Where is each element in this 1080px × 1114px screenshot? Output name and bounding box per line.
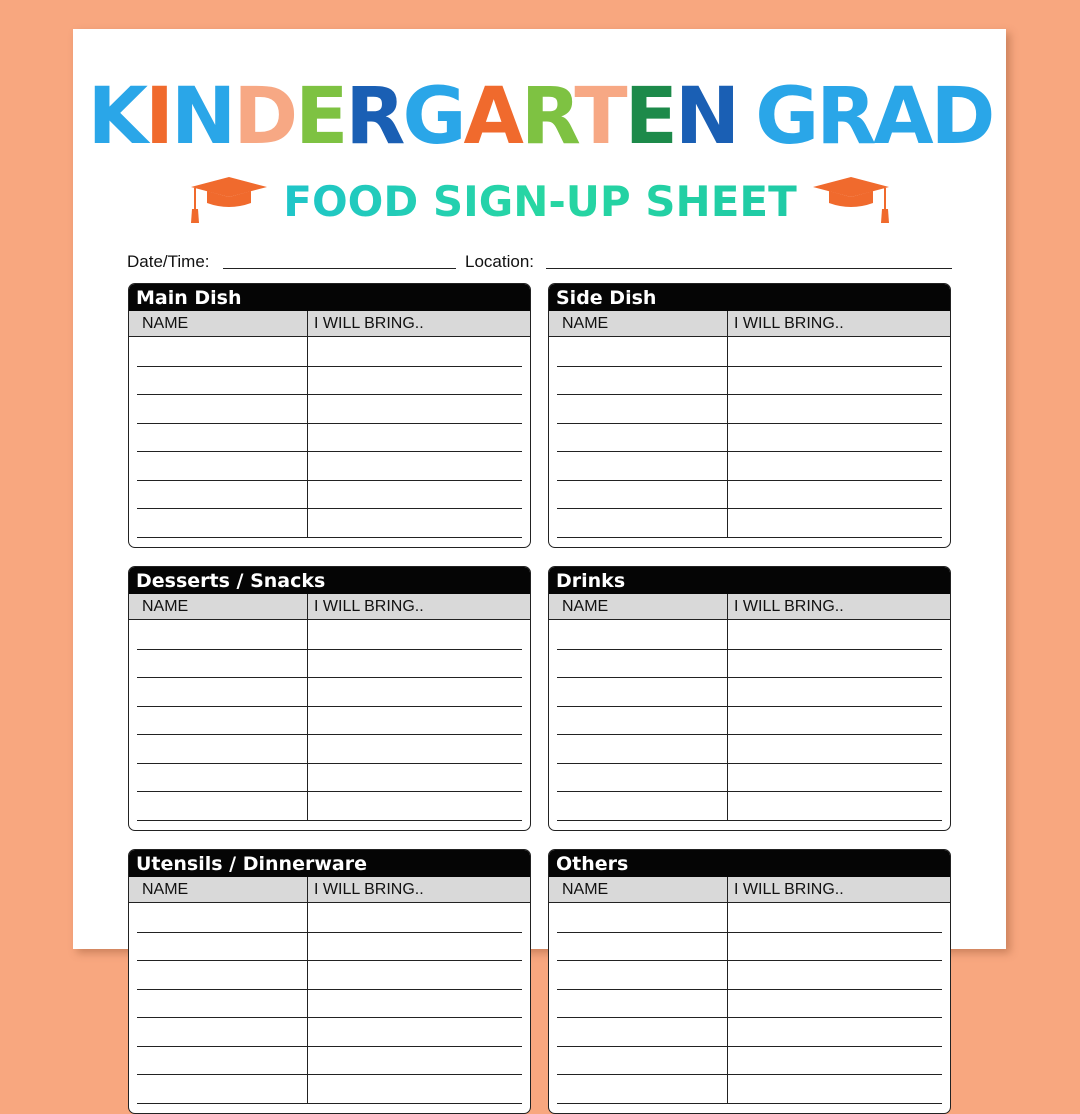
column-divider [727, 877, 728, 902]
table-row[interactable] [557, 706, 942, 707]
title-letter: G [402, 72, 464, 162]
column-divider [727, 594, 728, 619]
table-title: Others [549, 850, 950, 877]
table-drinks [548, 566, 951, 831]
table-row[interactable] [137, 734, 522, 735]
title-letter: E [295, 72, 346, 162]
column-header-row [549, 311, 950, 337]
subtitle: FOOD SIGN-UP SHEET [283, 176, 797, 226]
graduation-cap-icon [811, 175, 891, 227]
title-letter: D [930, 72, 993, 162]
table-row[interactable] [137, 820, 522, 821]
column-divider [307, 877, 308, 902]
table-title: Drinks [549, 567, 950, 594]
table-row[interactable] [557, 677, 942, 678]
table-row[interactable] [137, 932, 522, 933]
column-divider [727, 903, 728, 1103]
title-letter: N [171, 72, 234, 162]
table-row[interactable] [557, 537, 942, 538]
table-row[interactable] [137, 649, 522, 650]
table-row[interactable] [557, 394, 942, 395]
title-letter: K [87, 72, 146, 162]
column-divider [307, 311, 308, 336]
table-row[interactable] [137, 960, 522, 961]
column-header-item: I WILL BRING.. [314, 315, 424, 332]
column-header-name: NAME [562, 881, 609, 898]
table-row[interactable] [557, 960, 942, 961]
table-row[interactable] [137, 451, 522, 452]
title-letter: N [674, 72, 738, 162]
column-header-item: I WILL BRING.. [314, 598, 424, 615]
column-header-name: NAME [562, 315, 609, 332]
column-header-name: NAME [142, 881, 189, 898]
table-row[interactable] [557, 649, 942, 650]
table-row[interactable] [557, 423, 942, 424]
table-row[interactable] [137, 1074, 522, 1075]
table-main-dish [128, 283, 531, 548]
column-header-item: I WILL BRING.. [734, 881, 844, 898]
table-row[interactable] [137, 677, 522, 678]
table-row[interactable] [557, 1074, 942, 1075]
title-letter: D [233, 72, 296, 162]
table-row[interactable] [557, 932, 942, 933]
column-header-item: I WILL BRING.. [314, 881, 424, 898]
graduation-cap-icon [189, 175, 269, 227]
table-row[interactable] [557, 734, 942, 735]
table-utensils-dinnerware [128, 849, 531, 1114]
table-body [129, 903, 530, 1114]
table-row[interactable] [137, 1017, 522, 1018]
table-body [129, 620, 530, 831]
table-row[interactable] [557, 1103, 942, 1104]
column-header-row [549, 877, 950, 903]
location-label: Location: [465, 252, 534, 271]
table-others [548, 849, 951, 1114]
column-header-name: NAME [142, 315, 189, 332]
table-title: Main Dish [129, 284, 530, 311]
table-body [129, 337, 530, 548]
table-title: Side Dish [549, 284, 950, 311]
column-header-row [129, 877, 530, 903]
title-letter [737, 78, 755, 156]
column-divider [727, 620, 728, 820]
table-body [549, 620, 950, 831]
column-divider [307, 620, 308, 820]
table-row[interactable] [137, 480, 522, 481]
column-header-name: NAME [562, 598, 609, 615]
table-title: Desserts / Snacks [129, 567, 530, 594]
column-divider [727, 337, 728, 537]
table-row[interactable] [137, 1046, 522, 1047]
column-divider [307, 337, 308, 537]
column-header-name: NAME [142, 598, 189, 615]
table-row[interactable] [137, 989, 522, 990]
table-row[interactable] [137, 423, 522, 424]
table-row[interactable] [137, 706, 522, 707]
table-body [549, 903, 950, 1114]
table-row[interactable] [557, 451, 942, 452]
table-row[interactable] [557, 820, 942, 821]
table-row[interactable] [137, 366, 522, 367]
table-row[interactable] [557, 989, 942, 990]
title-letter: A [873, 72, 931, 162]
title-letter: I [145, 72, 172, 162]
title-letter: E [624, 72, 675, 162]
column-divider [307, 594, 308, 619]
column-header-row [129, 311, 530, 337]
title-letter: G [755, 72, 817, 162]
title-letter: R [816, 72, 874, 162]
table-desserts-snacks [128, 566, 531, 831]
date-time-field[interactable] [223, 268, 456, 269]
table-row[interactable] [557, 508, 942, 509]
table-row[interactable] [557, 1046, 942, 1047]
table-row[interactable] [137, 537, 522, 538]
title-letter: T [574, 72, 625, 162]
date-time-label: Date/Time: [127, 252, 210, 271]
table-row[interactable] [137, 763, 522, 764]
table-row[interactable] [137, 1103, 522, 1104]
table-row[interactable] [137, 508, 522, 509]
table-row[interactable] [557, 366, 942, 367]
title-letter: R [520, 72, 575, 162]
location-field[interactable] [546, 268, 952, 269]
table-row[interactable] [557, 480, 942, 481]
title-letter: A [463, 72, 521, 162]
subtitle-row [0, 176, 1080, 226]
column-header-item: I WILL BRING.. [734, 598, 844, 615]
column-header-row [549, 594, 950, 620]
table-side-dish [548, 283, 951, 548]
table-title: Utensils / Dinnerware [129, 850, 530, 877]
event-info-row [127, 250, 952, 274]
column-header-item: I WILL BRING.. [734, 315, 844, 332]
column-divider [307, 903, 308, 1103]
table-body [549, 337, 950, 548]
table-row[interactable] [137, 394, 522, 395]
table-row[interactable] [557, 1017, 942, 1018]
table-row[interactable] [557, 763, 942, 764]
column-header-row [129, 594, 530, 620]
table-row[interactable] [137, 791, 522, 792]
column-divider [727, 311, 728, 336]
table-row[interactable] [557, 791, 942, 792]
title-letter: R [345, 72, 403, 162]
page-title [0, 72, 1080, 162]
